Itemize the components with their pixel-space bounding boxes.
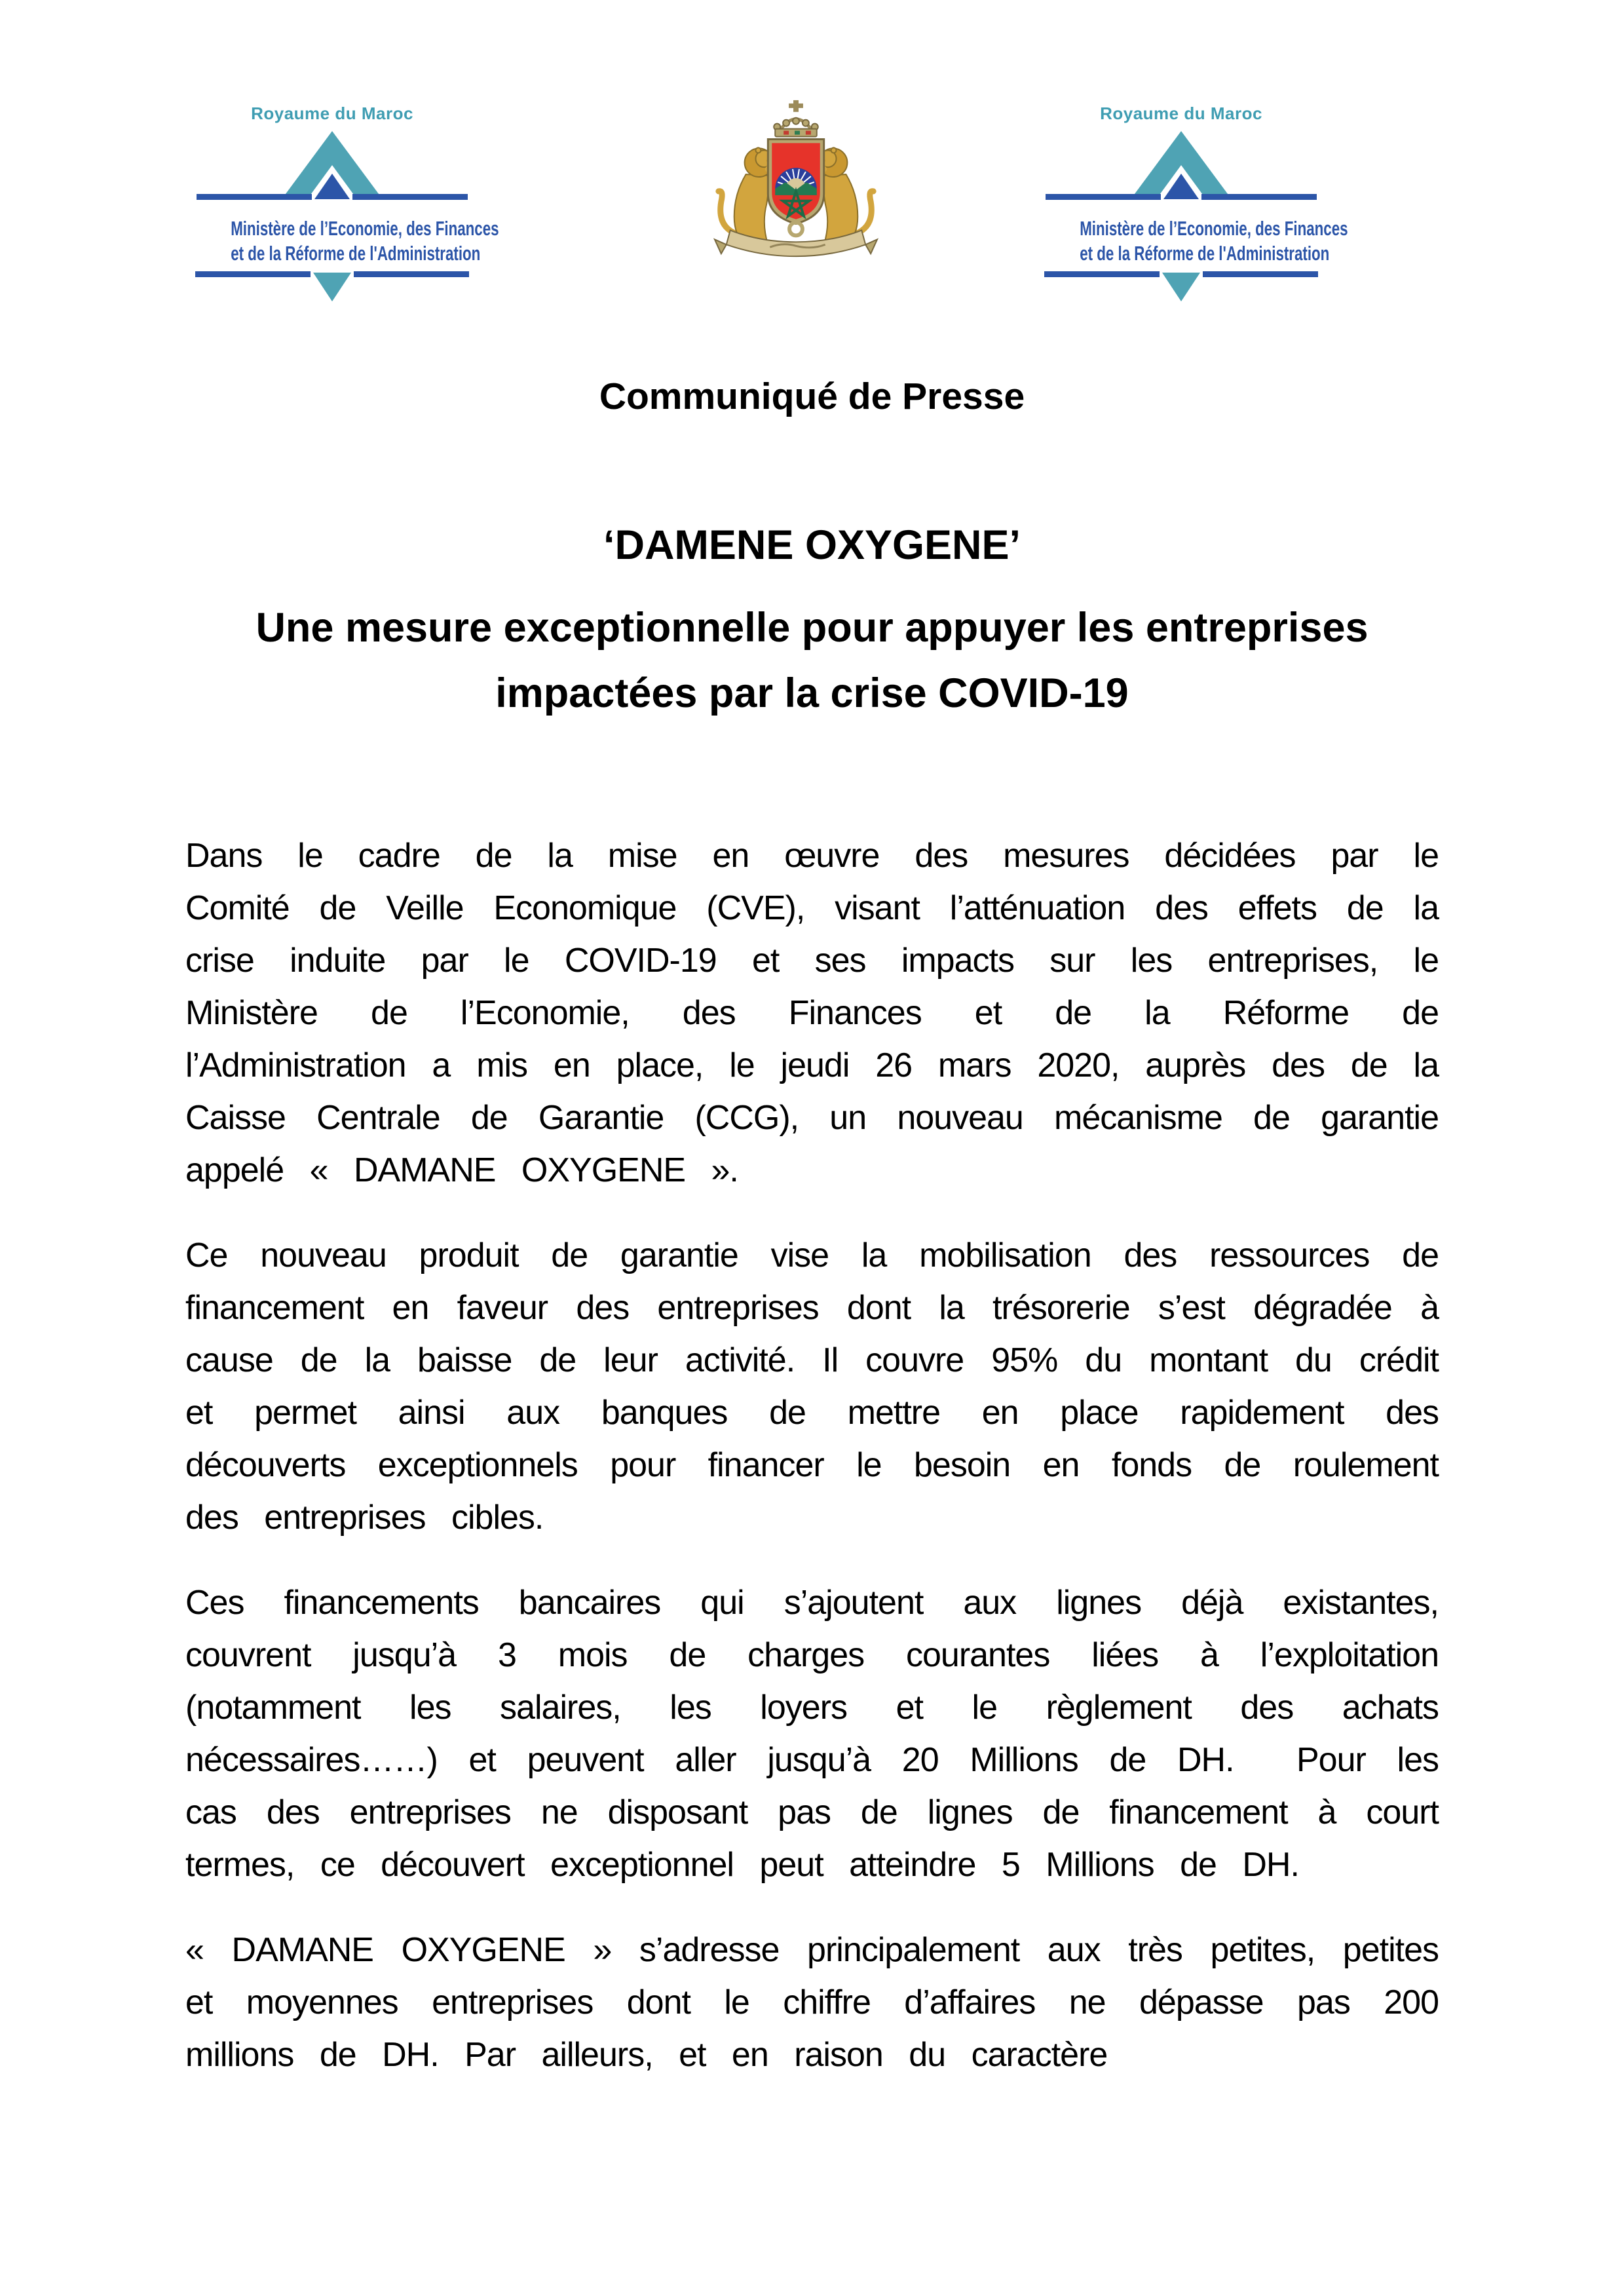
body-paragraph-2: Ce nouveau produit de garantie vise la mobilisation des ressources de financement en faveur des entreprises dont la trésorerie s’est dégradée à cause de la baisse de leur activité. Il couvre 95% du montant du crédit et permet ainsi aux banques de mettre en place rapidement des découverts exceptionnels pour financer le besoin en fonds de roulement des entreprises cibles. <box>185 1236 1465 1537</box>
ministry-name-line1: Ministère de l’Economie, des Finances <box>231 217 499 240</box>
body-paragraph-1: Dans le cadre de la mise en œuvre des mesures décidées par le Comité de Veille Economique (CVE), visant l’atténuation des effets de la crise induite par le COVID-19 et ses impacts sur les entreprises, le Ministère de l’Economie, des Finances et de la Réforme de l’Administration a mis en place, le jeudi 26 mars 2020, auprès des de la Caisse Centrale de Garantie (CCG), un nouveau mécanisme de garantie appelé « DAMANE OXYGENE ». <box>185 837 1465 1189</box>
body-text <box>185 830 1465 2081</box>
body-paragraph-3: Ces financements bancaires qui s’ajoutent aux lignes déjà existantes, couvrent jusqu’à 3 mois de charges courantes liées à l’exploitation (notamment les salaires, les loyers et le règlement des achats nécessaires……) et peuvent aller jusqu’à 20 Millions de DH. Pour les cas des entreprises ne disposant pas de lignes de financement à court termes, ce découvert exceptionnel peut atteindre 5 Millions de DH. <box>185 1584 1465 1884</box>
ministry-name-line1: Ministère de l’Economie, des Finances <box>1080 217 1348 240</box>
document-title: ‘DAMENE OXYGENE’ <box>603 522 1021 568</box>
kingdom-title: Royaume du Maroc <box>1100 104 1262 123</box>
kingdom-title: Royaume du Maroc <box>251 104 413 123</box>
ministry-name-line2: et de la Réforme de l'Administration <box>231 242 481 265</box>
document-subtitle-line2: impactées par la crise COVID-19 <box>495 670 1129 716</box>
document-subtitle-line1: Une mesure exceptionnelle pour appuyer les entreprises <box>255 605 1369 651</box>
press-release-kicker: Communiqué de Presse <box>599 375 1025 417</box>
body-paragraph-4: « DAMANE OXYGENE » s’adresse principalement aux très petites, petites et moyennes entreprises dont le chiffre d’affaires ne dépasse pas 200 millions de DH. Par ailleurs, et en raison du caractère <box>185 1931 1465 2074</box>
ministry-name-line2: et de la Réforme de l'Administration <box>1080 242 1330 265</box>
document-content <box>185 0 1465 2114</box>
